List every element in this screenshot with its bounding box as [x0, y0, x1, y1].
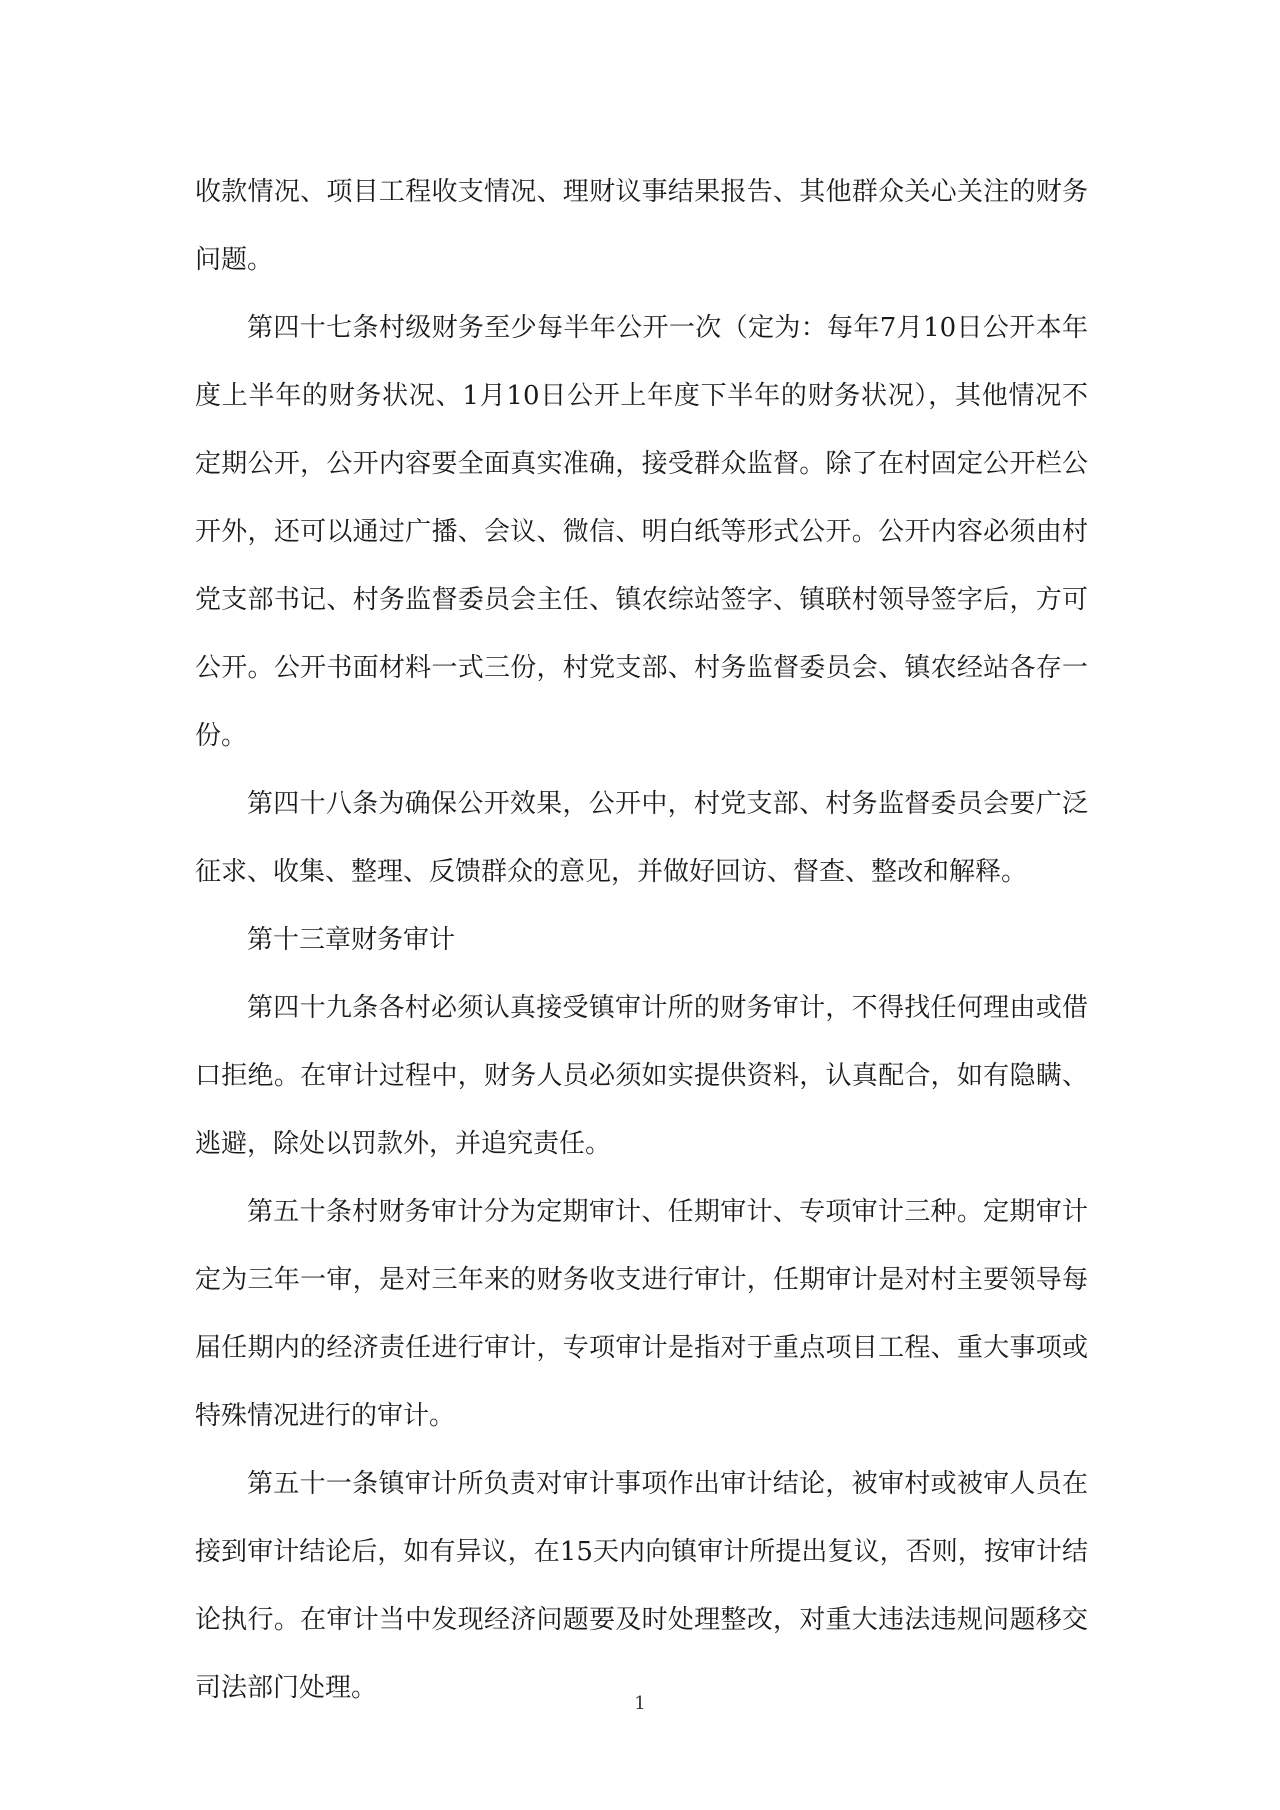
document-body: [195, 158, 1088, 1722]
page-number: 1: [634, 1693, 646, 1714]
paragraph-article-48: 第四十八条为确保公开效果，公开中，村党支部、村务监督委员会要广泛征求、收集、整理、反馈群众的意见，并做好回访、督查、整改和解释。: [195, 789, 1088, 887]
paragraph-continuation: 收款情况、项目工程收支情况、理财议事结果报告、其他群众关心关注的财务问题。: [195, 177, 1088, 275]
paragraph-article-47: 第四十七条村级财务至少每半年公开一次（定为：每年7月10日公开本年度上半年的财务状况、1月10日公开上年度下半年的财务状况），其他情况不定期公开，公开内容要全面真实准确，接受群众监督。除了在村固定公开栏公开外，还可以通过广播、会议、微信、明白纸等形式公开。公开内容必须由村党支部书记、村务监督委员会主任、镇农综站签字、镇联村领导签字后，方可公开。公开书面材料一式三份，村党支部、村务监督委员会、镇农经站各存一份。: [195, 313, 1088, 751]
chapter-heading: 第十三章财务审计: [247, 925, 456, 955]
paragraph-article-49: 第四十九条各村必须认真接受镇审计所的财务审计，不得找任何理由或借口拒绝。在审计过程中，财务人员必须如实提供资料，认真配合，如有隐瞒、逃避，除处以罚款外，并追究责任。: [195, 993, 1088, 1159]
paragraph-article-50: 第五十条村财务审计分为定期审计、任期审计、专项审计三种。定期审计定为三年一审，是对三年来的财务收支进行审计，任期审计是对村主要领导每届任期内的经济责任进行审计，专项审计是指对于重点项目工程、重大事项或特殊情况进行的审计。: [195, 1197, 1088, 1431]
paragraph-article-51: 第五十一条镇审计所负责对审计事项作出审计结论，被审村或被审人员在接到审计结论后，如有异议，在15天内向镇审计所提出复议，否则，按审计结论执行。在审计当中发现经济问题要及时处理整改，对重大违法违规问题移交司法部门处理。: [195, 1469, 1088, 1703]
